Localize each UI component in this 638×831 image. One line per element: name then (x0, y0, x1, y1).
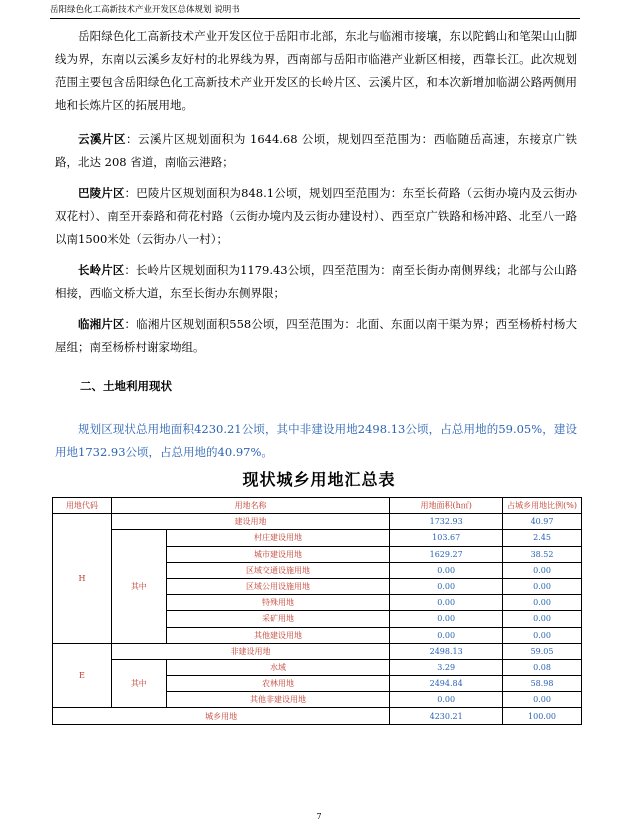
ratio-cell: 0.00 (503, 627, 582, 643)
zone-text: ：临湘片区规划面积558公顷，四至范围为：北面、东面以南干渠为界；西至杨桥村杨大屋组；南至杨桥村谢家坳组。 (55, 317, 577, 354)
name-cell: 其他非建设用地 (166, 692, 390, 708)
land-use-summary: 规划区现状总用地面积4230.21公顷，其中非建设用地2498.13公顷，占总用地的59.05%，建设用地1732.93公顷，占总用地的40.97%。 (55, 422, 577, 459)
ratio-cell: 0.00 (503, 611, 582, 627)
code-cell-h: H (53, 514, 112, 644)
area-cell: 2498.13 (390, 643, 503, 659)
area-cell: 103.67 (390, 530, 503, 546)
area-cell: 0.00 (390, 692, 503, 708)
zone-paragraph-changling (55, 259, 577, 305)
grand-total-ratio: 100.00 (503, 708, 582, 724)
ratio-cell: 0.00 (503, 562, 582, 578)
area-cell: 0.00 (390, 595, 503, 611)
table-row (53, 708, 582, 724)
name-cell: 村庄建设用地 (166, 530, 390, 546)
header-code: 用地代码 (53, 498, 112, 514)
table-title: 现状城乡用地汇总表 (242, 470, 396, 489)
header-area: 用地面积(h㎡) (390, 498, 503, 514)
zone-text: ：长岭片区规划面积为1179.43公顷，四至范围为：南至长街办南侧界线；北部与公山路相接，西临文桥大道，东至长街办东侧界限； (55, 263, 577, 300)
name-cell: 建设用地 (111, 514, 389, 530)
table-row (53, 514, 582, 530)
section-title: 二、土地利用现状 (80, 379, 172, 393)
page-header: 岳阳绿色化工高新技术产业开发区总体规划 说明书 (50, 3, 580, 19)
area-cell: 0.00 (390, 562, 503, 578)
ratio-cell: 0.08 (503, 659, 582, 675)
name-cell: 特殊用地 (166, 595, 390, 611)
code-cell-e: E (53, 643, 112, 708)
zone-paragraph-baling (55, 182, 577, 251)
area-cell: 1732.93 (390, 514, 503, 530)
name-cell: 区域公用设施用地 (166, 578, 390, 594)
ratio-cell: 38.52 (503, 546, 582, 562)
table-row (53, 530, 582, 546)
area-cell: 0.00 (390, 611, 503, 627)
grand-total-area: 4230.21 (390, 708, 503, 724)
intro-paragraph: 岳阳绿色化工高新技术产业开发区位于岳阳市北部，东北与临湘市接壤，东以陀鹤山和笔架山山脚线为界，东南以云溪乡友好村的北界线为界，西南部与岳阳市临港产业新区相接，西靠长江。此次规划范围主要包含岳阳绿色化工高新技术产业开发区的长岭片区、云溪片区，和本次新增加临湖公路两侧用地和长炼片区的拓展用地。 (55, 29, 577, 112)
zone-name: 临湘片区 (78, 317, 125, 331)
zone-name: 长岭片区 (78, 263, 125, 277)
zone-text: ：巴陵片区规划面积为848.1公顷，规划四至范围为：东至长荷路（云街办境内及云街办双花村）、南至开泰路和荷花村路（云街办境内及云街办建设村）、西至京广铁路和杨冲路、北至八一路以南1500米处（云街办八一村）； (55, 186, 577, 246)
zone-paragraph-yunxi (55, 128, 577, 174)
area-cell: 1629.27 (390, 546, 503, 562)
zone-text: ：云溪片区规划面积为 1644.68 公顷，规划四至范围为：西临随岳高速，东接京广铁路，北达 208 省道，南临云港路； (55, 132, 577, 169)
name-cell: 水域 (166, 659, 390, 675)
ratio-cell: 0.00 (503, 595, 582, 611)
table-header-row (53, 498, 582, 514)
group-label-e: 其中 (111, 659, 166, 708)
grand-total-name: 城乡用地 (53, 708, 390, 724)
name-cell: 采矿用地 (166, 611, 390, 627)
name-cell: 农林用地 (166, 676, 390, 692)
header-name: 用地名称 (111, 498, 389, 514)
ratio-cell: 0.00 (503, 578, 582, 594)
ratio-cell: 59.05 (503, 643, 582, 659)
name-cell: 其他建设用地 (166, 627, 390, 643)
zone-paragraph-linxiang (55, 313, 577, 359)
group-label-h: 其中 (111, 530, 166, 643)
land-use-table (52, 497, 582, 725)
zone-name: 巴陵片区 (78, 186, 125, 200)
name-cell: 区域交通设施用地 (166, 562, 390, 578)
name-cell: 非建设用地 (111, 643, 389, 659)
area-cell: 2494.84 (390, 676, 503, 692)
ratio-cell: 58.98 (503, 676, 582, 692)
area-cell: 0.00 (390, 578, 503, 594)
page-number: 7 (316, 812, 322, 821)
zone-name: 云溪片区 (78, 132, 126, 146)
ratio-cell: 40.97 (503, 514, 582, 530)
area-cell: 0.00 (390, 627, 503, 643)
header-ratio: 占城乡用地比例(%) (503, 498, 582, 514)
ratio-cell: 2.45 (503, 530, 582, 546)
name-cell: 城市建设用地 (166, 546, 390, 562)
table-row (53, 643, 582, 659)
ratio-cell: 0.00 (503, 692, 582, 708)
table-row (53, 659, 582, 675)
area-cell: 3.29 (390, 659, 503, 675)
